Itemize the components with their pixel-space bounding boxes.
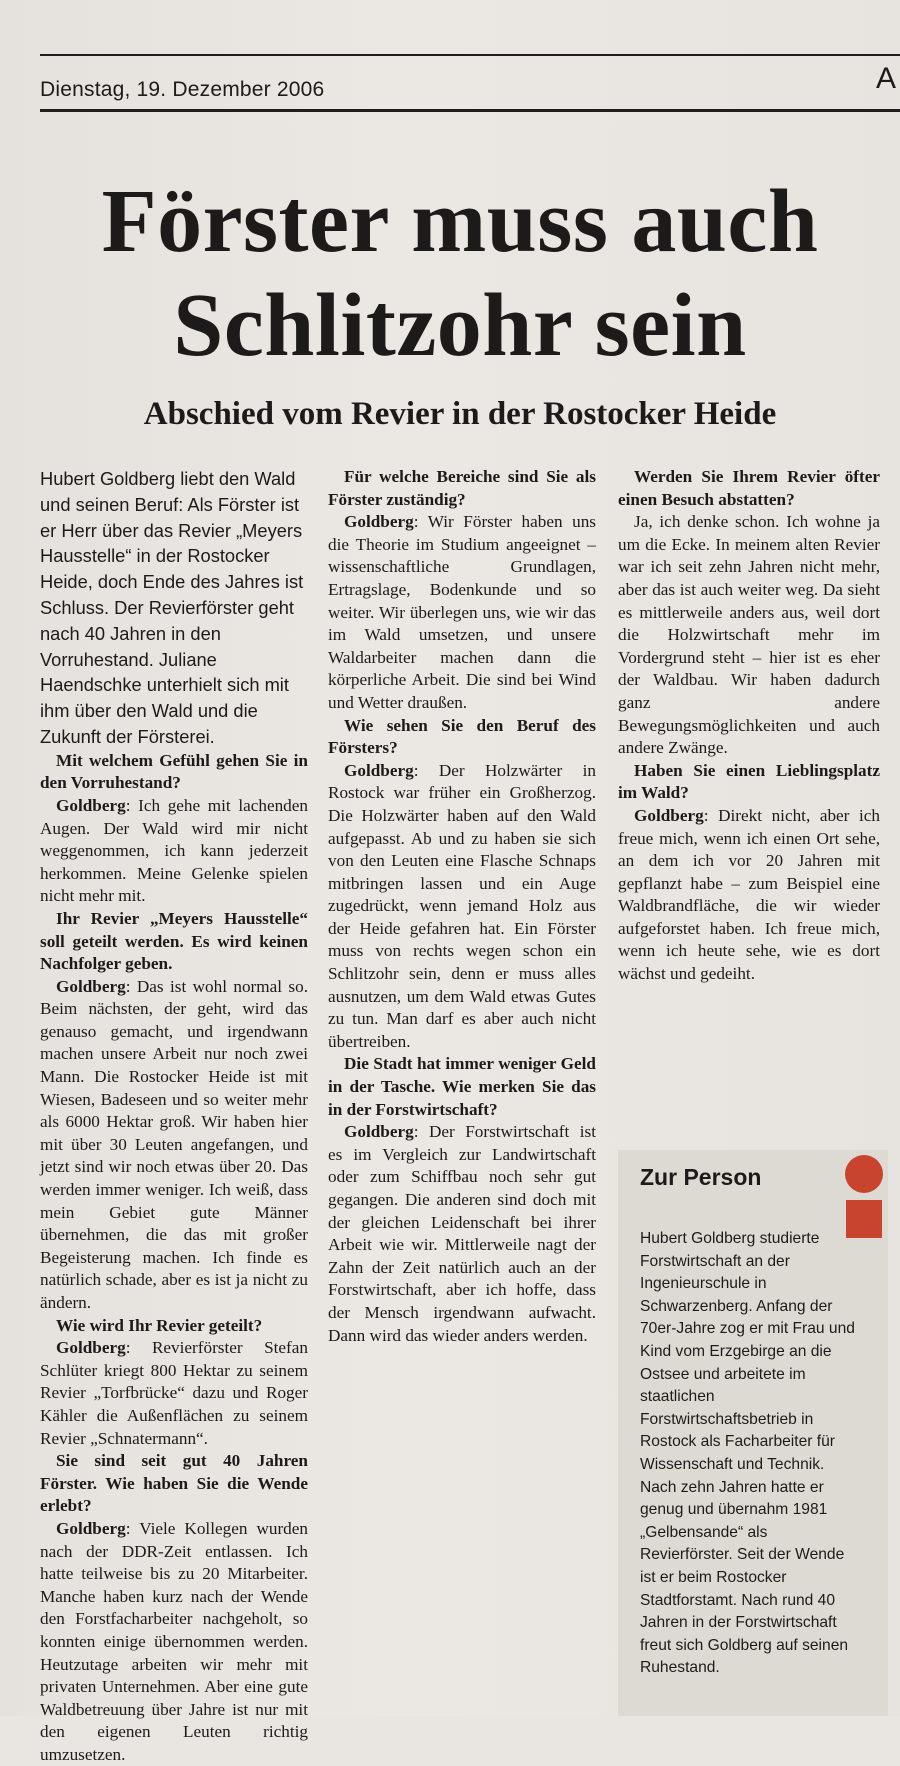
question: Für welche Bereiche sind Sie als Förster zuständig? [328,467,596,509]
answer-text: : Der Holzwärter in Rostock war früher ein Großherzog. Die Holzwärter haben auf den Wald aufgepasst. Ab und zu haben sie sich von den Leuten eine Flasche Schnaps mitbringen lassen und ein Auge zugedrückt, wenn jemand Holz aus der Heide gefahren hat. Ein Förster muss von rechts wegen schon ein Schlitzohr sein, denn er muss alles ausnutzen, um dem Wald etwas Gutes zu tun. Man darf es aber auch nicht übertreiben. [328,760,596,1051]
answer [618,805,880,986]
question: Sie sind seit gut 40 Jahren Förster. Wie haben Sie die Wende erlebt? [40,1451,308,1516]
speaker-name: Goldberg [56,1338,126,1358]
headline-line-1: Förster muss auch [101,172,819,271]
question: Wie sehen Sie den Beruf des Försters? [328,715,596,758]
speaker-name: Goldberg [344,760,414,780]
answer [40,1518,308,1766]
speaker-name: Goldberg [634,805,704,825]
person-info-box [618,1150,888,1716]
cropped-header-letter: A [875,62,896,95]
question: Wie wird Ihr Revier geteilt? [56,1315,263,1335]
top-rule [40,54,900,56]
subheadline: Abschied vom Revier in der Rostocker Heide [143,396,777,432]
speaker-name: Goldberg [56,795,126,815]
article-column-3 [618,466,880,986]
answer-text: : Der Forstwirtschaft ist es im Vergleich zur Landwirtschaft oder zum Schiffbau noch sehr gut gegangen. Die anderen sind doch mit der gleichen Leidenschaft bei ihrer Arbeit wie wir. Mittlerweile nagt der Zahn der Zeit natürlich auch an der Forstwirtschaft, aber ich hoffe, dass der Mensch irgendwann aufwacht. Dann wird das wieder anders werden. [328,1122,596,1345]
question: Die Stadt hat immer weniger Geld in der Tasche. Wie merken Sie das in der Forstwirtschaft? [328,1054,596,1119]
answer [40,976,308,1315]
question: Haben Sie einen Lieblingsplatz im Wald? [618,760,880,803]
answer [328,760,596,1054]
answer [328,1121,596,1347]
speaker-name: Goldberg [344,512,414,532]
question: Ihr Revier „Meyers Hausstelle“ soll geteilt werden. Es wird keinen Nachfolger geben. [40,908,308,974]
lead-paragraph: Hubert Goldberg liebt den Wald und seinen Beruf: Als Förster ist er Herr über das Revier „Meyers Hausstelle“ in der Rostocker Heide, doch Ende des Jahres ist Schluss. Der Revierförster geht nach 40 Jahren in den Vorruhestand. Juliane Haendschke unterhielt sich mit ihm über den Wald und die Zukunft der Försterei. [40,468,304,747]
answer-text: : Direkt nicht, aber ich freue mich, wenn ich einen Ort sehe, an dem ich vor 20 Jahren mit gepflanzt habe – zum Beispiel eine Waldbrandfläche, die wir wieder aufgeforstet haben. Ich freue mich, wenn ich heute sehe, wie es dort wächst und gedeiht. [618,805,880,984]
answer [40,795,308,908]
question: Mit welchem Gefühl gehen Sie in den Vorruhestand? [40,750,308,793]
answer [40,1337,308,1450]
answer-text: : Revierförster Stefan Schlüter kriegt 800 Hektar zu seinem Revier „Torfbrücke“ dazu und Roger Kähler die Außenflächen zu seinem Revier „Schnatermann“. [40,1338,308,1448]
answer-text: Ja, ich denke schon. Ich wohne ja um die Ecke. In meinem alten Revier war ich seit zehn Jahren nicht mehr, aber das ist auch weiter weg. Da sieht es mittlerweile anders aus, weil dort die Holzwirtschaft mehr im Vordergrund steht – hier ist es eher der Waldbau. Wir haben dadurch ganz andere Bewegungsmöglichkeiten und auch andere Zwänge. [618,512,880,758]
header-rule [40,109,900,112]
headline [40,170,880,378]
answer-text: : Ich gehe mit lachenden Augen. Der Wald wird mir nicht weggenommen, ich kann jederzeit herkommen. Meine Gelenke spielen nicht mehr mit. [40,795,308,906]
answer-text: : Wir Förster haben uns die Theorie im Studium angeeignet – wissenschaftliche Grundlagen, Ertragslage, Bodenkunde und so weiter. Wir überlegen uns, wie wir das im Wald umsetzen, und unsere Waldarbeiter machen dann die körperliche Arbeit. Die sind bei Wind und Wetter draußen. [328,512,596,712]
speaker-name: Goldberg [344,1122,414,1142]
headline-line-2: Schlitzohr sein [173,276,747,375]
answer-text: : Das ist wohl normal so. Beim nächsten, der geht, wird das genauso gemacht, und irgendwann machen unsere Arbeit nur noch zwei Mann. Die Rostocker Heide ist mit Wiesen, Badeseen und so weiter mehr als 6000 Hektar groß. Wir haben hier mit über 30 Leuten angefangen, und jetzt sind wir noch etwas über 20. Das werden immer weniger. Ich weiß, dass mein Gebiet gute Männer übernehmen, die das mit großer Begeisterung machen. Ich finde es natürlich schade, aber es ist ja nicht zu ändern. [40,976,308,1313]
answer-text: : Viele Kollegen wurden nach der DDR-Zeit entlassen. Ich hatte teilweise bis zu 20 Mitarbeiter. Manche haben kurz nach der Wende den Forstfacharbeiter nachgeholt, so konnten einige übernommen werden. Heutzutage arbeiten wir mehr mit privaten Unternehmen. Aber eine gute Waldbetreuung über Jahre ist nur mit den eigenen Leuten richtig umzusetzen. [40,1518,308,1764]
box-text: Hubert Goldberg studierte Forstwirtschaft an der Ingenieurschule in Schwarzenberg. Anfang der 70er-Jahre zog er mit Frau und Kind vom Erzgebirge an die Ostsee und arbeitete im staatlichen Forstwirtschaftsbetrieb in Rostock als Facharbeiter für Wissenschaft und Technik. Nach zehn Jahren hatte er genug und übernahm 1981 „Gelbensande“ als Revierförster. Seit der Wende ist er beim Rostocker Stadtforstamt. Nach rund 40 Jahren in der Forstwirtschaft freut sich Goldberg auf seinen Ruhestand. [640,1230,855,1677]
speaker-name: Goldberg [56,1518,126,1538]
issue-date: Dienstag, 19. Dezember 2006 [40,78,325,101]
info-icon [840,1152,888,1240]
question: Werden Sie Ihrem Revier öfter einen Besuch abstatten? [618,467,880,509]
article-column-1 [40,466,308,1766]
article-column-2 [328,466,596,1347]
box-title: Zur Person [640,1164,762,1190]
answer [328,511,596,714]
speaker-name: Goldberg [56,976,126,996]
